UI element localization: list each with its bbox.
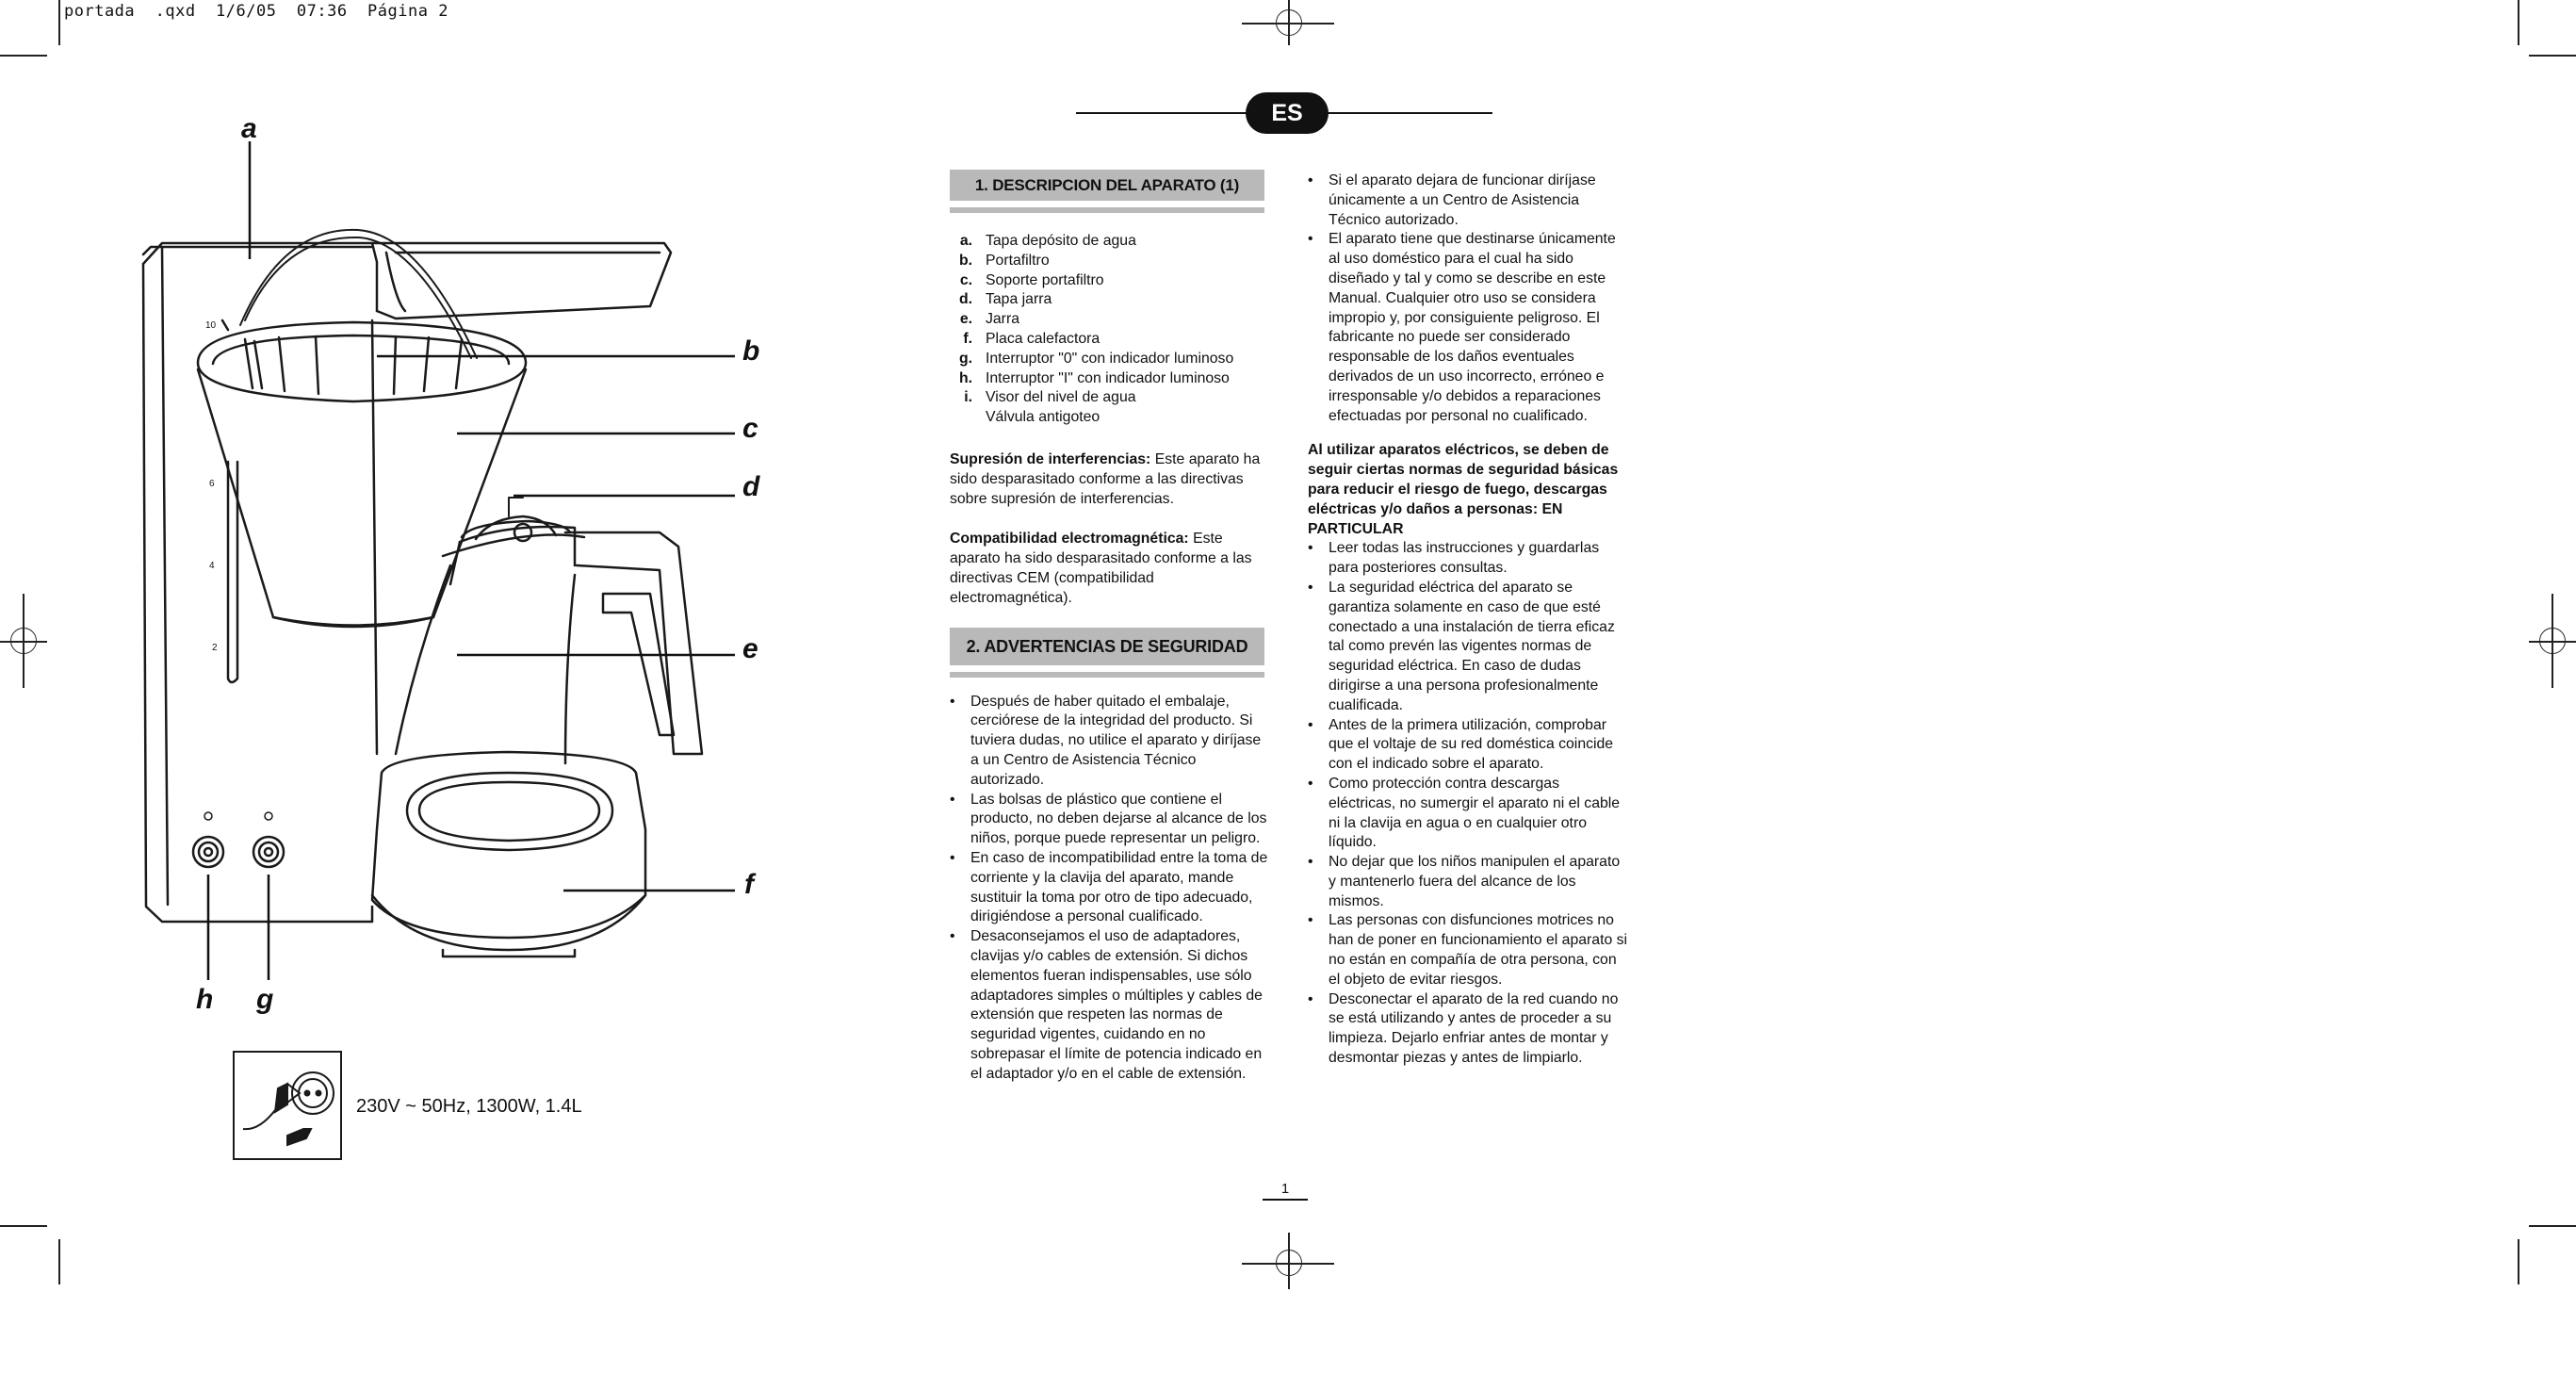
bullet-item (950, 849, 1270, 927)
column-2 (1308, 172, 1630, 1069)
diagram-label-d: d (742, 471, 760, 502)
page-number: 1 (1280, 1181, 1290, 1197)
part-key: f. (963, 330, 972, 347)
part-key: h. (958, 369, 972, 386)
bullet-text: No dejar que los niños manipulen el aparato y mantenerlo fuera del alcance de los mismos. (1329, 854, 1621, 909)
safety-bullets (950, 693, 1270, 1085)
section-rule (950, 207, 1264, 213)
bullet-item (1308, 911, 1630, 989)
part-name: Interruptor "I" con indicador luminoso (986, 369, 1230, 386)
bullet-item (1308, 230, 1630, 426)
bullet-item (950, 791, 1270, 849)
bullet-item (1308, 539, 1630, 579)
bullet-text: El aparato tiene que destinarse únicamente al uso doméstico para el cual ha sido diseñado y tal y como se describe en este Manual. Cualquier otro uso se considera impropio y, por consiguiente peligroso. El fabricante no puede ser considerado responsable de los daños eventuales derivados de un uso incorrecto, erróneo e irresponsable y/o debidos a reparaciones efectuadas por personal no cualificado. (1329, 231, 1616, 424)
part-item (950, 232, 1270, 252)
bullet-text: La seguridad eléctrica del aparato se garantiza solamente en caso de que esté conectado a una instalación de tierra eficaz tal como prevén las vigentes normas de seguridad eléctrica. En caso de dudas dirigirse a una persona profesionalmente cualificada. (1329, 579, 1615, 713)
part-name: Tapa depósito de agua (986, 233, 1136, 249)
part-name: Portafiltro (986, 252, 1050, 269)
part-item (950, 252, 1270, 271)
part-item (950, 330, 1270, 350)
bullet-icon: • (1308, 716, 1313, 733)
part-key: c. (959, 271, 972, 288)
bullet-item (1308, 853, 1630, 911)
bullet-icon: • (950, 849, 955, 866)
bullet-text: Después de haber quitado el embalaje, cerciórese de la integridad del producto. Si tuviera dudas, no utilice el aparato y diríjase a un Centro de Asistencia Técnico autorizado. (970, 693, 1262, 788)
bullet-icon: • (1308, 775, 1313, 792)
bullet-icon: • (1308, 540, 1313, 557)
part-name: Válvula antigoteo (986, 409, 1101, 426)
diagram-label-e: e (742, 633, 758, 664)
diagram-label-g: g (256, 984, 274, 1015)
emc-text: Este aparato ha sido desparasitado conforme a las directivas CEM (compatibilidad electromagnética). (950, 531, 1252, 606)
part-key: a. (959, 233, 972, 249)
part-name: Soporte portafiltro (986, 271, 1104, 288)
part-name: Interruptor "0" con indicador luminoso (986, 350, 1234, 367)
bullet-item (950, 693, 1270, 791)
bullet-text: En caso de incompatibilidad entre la toma de corriente y la clavija del aparato, mande sustituir la toma por otro de tipo adecuado, dirigiéndose a personal cualificado. (970, 849, 1268, 925)
power-spec: 230V ~ 50Hz, 1300W, 1.4L (356, 1096, 582, 1117)
part-name: Jarra (986, 311, 1019, 328)
bullet-icon: • (950, 791, 955, 808)
part-key: e. (959, 311, 972, 328)
bullet-text: Las bolsas de plástico que contiene el producto, no deben dejarse al alcance de los niños, porque puede representar un peligro. (970, 791, 1267, 847)
safety-bullets-top (1308, 172, 1630, 426)
print-slug: portada .qxd 1/6/05 07:36 Página 2 (64, 2, 448, 21)
bullet-item (1308, 172, 1630, 230)
part-item (950, 408, 1270, 428)
bullet-item (1308, 990, 1630, 1069)
bullet-icon: • (1308, 912, 1313, 929)
part-item (950, 271, 1270, 291)
section-rule (950, 672, 1264, 678)
suppression-paragraph (950, 450, 1270, 509)
bullet-icon: • (1308, 854, 1313, 871)
bullet-item (950, 927, 1270, 1084)
section-header-safety: 2. ADVERTENCIAS DE SEGURIDAD (950, 628, 1264, 665)
bullet-text: Desaconsejamos el uso de adaptadores, clavijas y/o cables de extensión. Si dichos elementos fueran indispensables, use sólo adaptadores simples o múltiples y cables de extensión que respeten las normas de seguridad vigentes, cuidando en no sobrepasar el límite de potencia indicado en el adaptador y/o en el cable de extensión. (970, 928, 1263, 1082)
bullet-icon: • (1308, 231, 1313, 248)
parts-list (950, 232, 1270, 428)
scale-mark: 2 (212, 643, 218, 653)
part-key: b. (958, 252, 972, 269)
part-item (950, 388, 1270, 408)
scale-mark: 6 (209, 479, 215, 489)
bullet-text: Si el aparato dejara de funcionar diríjase únicamente a un Centro de Asistencia Técnico autorizado. (1329, 172, 1596, 228)
bullet-icon: • (1308, 990, 1313, 1007)
emc-paragraph (950, 530, 1270, 608)
diagram-label-a: a (241, 113, 257, 144)
suppression-title: Supresión de interferencias: (950, 450, 1151, 467)
part-key: g. (958, 350, 972, 367)
scale-mark: 10 (205, 320, 217, 331)
part-item (950, 290, 1270, 310)
diagram-label-f: f (744, 869, 754, 900)
bullet-text: Desconectar el aparato de la red cuando no se está utilizando y antes de proceder a su limpieza. Dejarlo enfriar antes de montar y desmontar piezas y antes de limpiarlo. (1329, 990, 1619, 1067)
plug-icon (234, 1052, 341, 1159)
part-key (950, 408, 986, 428)
bullet-text: Las personas con disfunciones motrices no han de poner en funcionamiento el aparato si no están en compañía de otra persona, con el objeto de evitar riesgos. (1329, 912, 1628, 988)
bullet-text: Como protección contra descargas eléctricas, no sumergir el aparato ni el cable ni la clavija en agua o en cualquier otro líquido. (1329, 775, 1621, 851)
part-item (950, 310, 1270, 330)
safety-warning: Al utilizar aparatos eléctricos, se deben de seguir ciertas normas de seguridad básicas para reducir el riesgo de fuego, descargas eléctricas y/o daños a personas: EN PARTICULAR (1308, 442, 1619, 537)
section-header-description: 1. DESCRIPCION DEL APARATO (1) (950, 170, 1264, 201)
bullet-text: Leer todas las instrucciones y guardarlas para posteriores consultas. (1329, 540, 1600, 577)
part-name: Tapa jarra (986, 291, 1052, 308)
part-item (950, 350, 1270, 369)
bullet-icon: • (950, 928, 955, 945)
bullet-item (1308, 716, 1630, 775)
safety-bullets-bottom (1308, 539, 1630, 1069)
bullet-item (1308, 775, 1630, 853)
bullet-icon: • (1308, 579, 1313, 596)
diagram-label-h: h (196, 984, 214, 1015)
diagram-label-b: b (742, 335, 760, 367)
emc-title: Compatibilidad electromagnética: (950, 531, 1189, 548)
bullet-icon: • (1308, 172, 1313, 188)
part-name: Visor del nivel de agua (986, 389, 1136, 406)
diagram-label-c: c (742, 413, 758, 444)
bullet-item (1308, 579, 1630, 716)
bullet-icon: • (950, 693, 955, 710)
bullet-text: Antes de la primera utilización, comprobar que el voltaje de su red doméstica coincide con el indicado sobre el aparato. (1329, 716, 1614, 773)
part-name: Placa calefactora (986, 330, 1101, 347)
part-item (950, 369, 1270, 389)
language-tab: ES (1246, 92, 1329, 134)
part-key: i. (964, 389, 972, 406)
column-1 (950, 170, 1270, 1084)
page-number-rule (1263, 1199, 1308, 1201)
suppression-text: Este aparato ha sido desparasitado conforme a las directivas sobre supresión de interferencias. (950, 450, 1261, 507)
scale-mark: 4 (209, 561, 215, 571)
part-key: d. (958, 291, 972, 308)
